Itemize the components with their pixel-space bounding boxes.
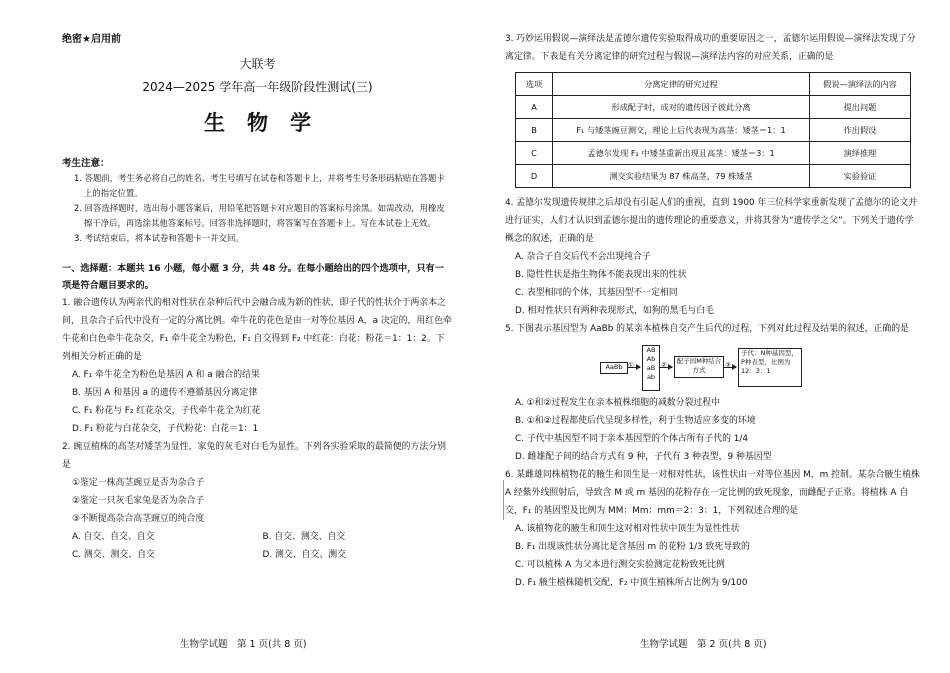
exam-title: 2024—2025 学年高一年级阶段性测试(三) xyxy=(142,80,373,94)
section-title: 一、选择题：本题共 16 小题，每小题 3 分，共 48 分。在每小题给出的四个选项中，只有一项是符合题目要求的。 xyxy=(62,263,444,291)
option-row xyxy=(62,546,453,564)
option-d: D. 测交、自交、测交 xyxy=(262,550,346,560)
question-stem: 4. 孟德尔发现遗传规律之后却没有引起人们的重视，直到 1900 年三位科学家重新发现了孟德尔的论文并进行证实，人们才认识到孟德尔提出的遗传理论的重要意义，并将其誉为“遗传学之父”。下列关于遗传学概念的叙述，正确的是 xyxy=(505,198,918,244)
table-header: 假说—演绎法的内容 xyxy=(810,73,911,96)
table-cell: C xyxy=(516,142,553,165)
gamete: ab xyxy=(646,373,656,381)
table-cell: 作出假设 xyxy=(810,119,911,142)
option-d: D. 雌雄配子间的结合方式有 9 种，子代有 3 种表型，9 种基因型 xyxy=(515,452,772,462)
subject-title: 生物学 xyxy=(204,110,333,135)
page-footer-right: 生物学试题 第 2 页(共 8 页) xyxy=(640,639,767,650)
page-footer-left: 生物学试题 第 1 页(共 8 页) xyxy=(180,639,307,650)
table-cell: 实验验证 xyxy=(810,165,911,188)
fertilization-box: 配子间M种结合方式 xyxy=(674,356,724,378)
question-stem: 1. 融合遗传认为两亲代的相对性状在杂种后代中会融合成为新的性状，即子代的性状介于两亲本之间，且杂合子后代中没有一定的分离比例。牵牛花的花色是由一对等位基因 A，a 决定的，用红色牵牛花和白色牵牛花杂交，F₁ 牵牛花全为粉色，F₁ 自交得到 F₂ 中红花：白花：粉花＝1：1：2。下列相关分析正确的是 xyxy=(62,298,452,362)
q3-table xyxy=(515,72,911,188)
step-mark: ① xyxy=(628,361,634,369)
question-6 xyxy=(505,466,920,592)
option-c: C. 测交、测交、自交 xyxy=(72,550,155,560)
question-stem: 2. 豌豆植株的高茎对矮茎为显性，家兔的灰毛对白毛为显性。下列各实验采取的最简便的方法分别是 xyxy=(62,442,447,470)
table-header: 分离定律的研究过程 xyxy=(553,73,810,96)
gamete: Ab xyxy=(646,355,656,363)
question-stem: 5. 下图表示基因型为 AaBb 的某亲本植株自交产生后代的过程，下列对此过程及结果的叙述，正确的是 xyxy=(505,324,910,334)
gamete-box xyxy=(642,345,660,391)
parent-genotype-box: AaBb xyxy=(600,362,628,374)
option-a: A. 该植物花的腋生和顶生这对相对性状中顶生为显性性状 xyxy=(515,524,740,534)
option-b: B. 隐性性状是指生物体不能表现出来的性状 xyxy=(515,270,687,280)
question-stem: 3. 巧妙运用假说—演绎法是孟德尔遗传实验取得成功的重要原因之一，孟德尔运用假说—演绎法发现了分离定律。下表是有关分离定律的研究过程与假说—演绎法内容的对应关系，正确的是 xyxy=(505,34,916,62)
step-mark: ③ xyxy=(725,361,731,369)
notice-item: 1. 答题前，考生务必将自己的姓名、考生号填写在试卷和答题卡上，并将考生号条形码粘贴在答题卡上的指定位置。 xyxy=(74,173,445,198)
table-row xyxy=(516,119,911,142)
option-row xyxy=(62,528,453,546)
table-row xyxy=(516,96,911,119)
table-cell: B xyxy=(516,119,553,142)
question-3 xyxy=(505,30,920,188)
right-page xyxy=(475,0,950,673)
notice-item: 2. 回答选择题时，选出每小题答案后，用铅笔把答题卡对应题目的答案标号涂黑。如需改动，用橡皮擦干净后，再选涂其他答案标号。回答非选择题时，将答案写在答题卡上。写在本试卷上无效。 xyxy=(74,203,445,228)
question-4 xyxy=(505,194,920,320)
table-cell: F₁ 与矮茎豌豆测交，理论上后代表现为高茎：矮茎＝1：1 xyxy=(553,119,810,142)
question-2 xyxy=(62,438,453,564)
exam-series: 大联考 xyxy=(239,57,276,71)
confidential-label: 绝密★启用前 xyxy=(62,34,121,45)
table-cell: D xyxy=(516,165,553,188)
table-cell: 测交实验结果为 87 株高茎，79 株矮茎 xyxy=(553,165,810,188)
option-c: C. 表型相同的个体，其基因型不一定相同 xyxy=(515,288,678,298)
option-d: D. 相对性状只有两种表现形式，如狗的黑毛与白毛 xyxy=(515,306,714,316)
option-a: A. 自交、自交、自交 xyxy=(72,532,155,542)
option-b: B. ①和②过程都使后代呈现多样性，利于生物适应多变的环境 xyxy=(515,416,756,426)
sub-item: ②鉴定一只灰毛家兔是否为杂合子 xyxy=(72,496,205,506)
table-cell: A xyxy=(516,96,553,119)
table-cell: 孟德尔发现 F₂ 中矮茎重新出现且高茎：矮茎＝3：1 xyxy=(553,142,810,165)
question-5 xyxy=(505,320,920,466)
gamete: AB xyxy=(646,346,656,354)
option-b: B. 自交、测交、自交 xyxy=(262,532,346,542)
notice-list xyxy=(62,171,453,246)
step-mark: ② xyxy=(661,361,667,369)
table-header: 选项 xyxy=(516,73,553,96)
table-row xyxy=(516,165,911,188)
option-d: D. F₁ 粉花与白花杂交，子代粉花：白花＝1：1 xyxy=(72,424,259,434)
table-header-row xyxy=(516,73,911,96)
option-b: B. 基因 A 和基因 a 的遗传不遵循基因分离定律 xyxy=(72,388,258,398)
meiosis-diagram xyxy=(600,342,920,392)
table-row xyxy=(516,142,911,165)
question-stem: 6. 某雌雄同株植物花的腋生和顶生是一对相对性状，该性状由一对等位基因 M，m 控制。某杂合腋生植株 A 经紫外线照射后，导致含 M 或 m 基因的花粉存在一定比例的致死现象，而雌配子正常。将植株 A 自交，F₁ 的基因型及比例为 MM：Mm：mm＝2：3：1，下列叙述合理的是 xyxy=(505,470,920,516)
option-c: C. 子代中基因型不同于亲本基因型的个体占所有子代的 1/4 xyxy=(515,434,749,444)
table-cell: 演绎推理 xyxy=(810,142,911,165)
gamete: aB xyxy=(646,364,656,372)
option-b: B. F₁ 出现该性状分离比是含基因 m 的花粉 1/3 致死导致的 xyxy=(515,542,750,552)
table-cell: 提出问题 xyxy=(810,96,911,119)
option-a: A. 杂合子自交后代不会出现纯合子 xyxy=(515,252,651,262)
offspring-box: 子代：N种基因型，P种表型，比例为12：3：1 xyxy=(738,348,802,387)
option-d: D. F₁ 腋生植株随机交配，F₂ 中顶生植株所占比例为 9/100 xyxy=(515,578,748,588)
question-1 xyxy=(62,294,453,438)
notice-title: 考生注意： xyxy=(62,158,110,169)
option-c: C. F₁ 粉花与 F₂ 红花杂交，子代牵牛花全为红花 xyxy=(72,406,261,416)
option-a: A. F₁ 牵牛花全为粉色是基因 A 和 a 融合的结果 xyxy=(72,370,260,380)
sub-item: ③不断提高杂合高茎豌豆的纯合度 xyxy=(72,514,205,524)
sub-item: ①鉴定一株高茎豌豆是否为杂合子 xyxy=(72,478,205,488)
table-cell: 形成配子时，成对的遗传因子彼此分离 xyxy=(553,96,810,119)
option-a: A. ①和②过程发生在亲本植株细胞的减数分裂过程中 xyxy=(515,398,720,408)
notice-item: 3. 考试结束后，将本试卷和答题卡一并交回。 xyxy=(74,233,244,243)
option-c: C. 可以植株 A 为父本进行测交实验测定花粉致死比例 xyxy=(515,560,725,570)
